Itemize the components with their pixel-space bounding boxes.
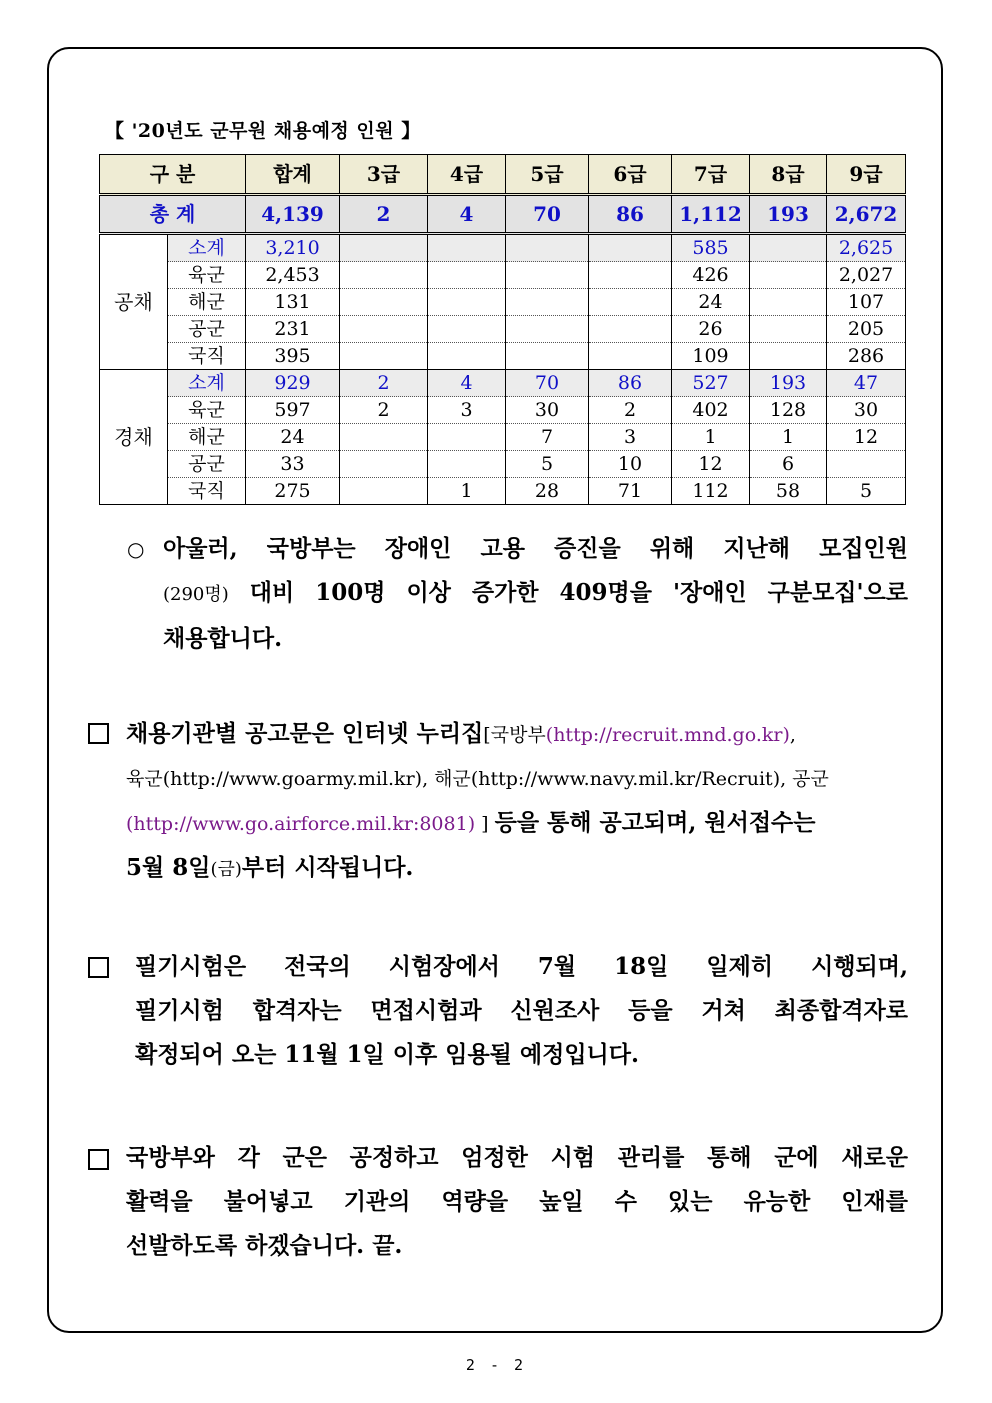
airforce-recruit-link[interactable]: (http://www.go.airforce.mil.kr:8081)	[126, 813, 476, 835]
total-cell: 2,672	[827, 195, 906, 234]
table-cell: 26	[672, 316, 750, 343]
paragraph-text: 부터 시작됩니다.	[241, 854, 414, 881]
paragraph-announcement	[126, 712, 886, 892]
row-label: 육군	[168, 262, 246, 289]
table-cell	[750, 234, 827, 262]
table-cell	[506, 316, 589, 343]
paragraph-text: 등을 통해 공고되며, 원서접수는	[494, 809, 816, 836]
table-cell	[428, 234, 506, 262]
table-cell: 527	[672, 370, 750, 397]
paragraph-text: 대비 100명 이상 증가한 409명을 '장애인 구분모집'으로	[228, 579, 908, 606]
header-cell: 8급	[750, 155, 827, 195]
table-cell: 205	[827, 316, 906, 343]
table-cell	[428, 289, 506, 316]
table-cell: 597	[246, 397, 340, 424]
table-cell: 7	[506, 424, 589, 451]
table-cell: 71	[589, 478, 672, 505]
paragraph-closing	[126, 1136, 908, 1268]
row-label: 국직	[168, 478, 246, 505]
row-label: 육군	[168, 397, 246, 424]
table-cell	[340, 316, 428, 343]
total-cell: 4	[428, 195, 506, 234]
table-cell: 3	[428, 397, 506, 424]
table-row	[100, 262, 906, 289]
table-cell: 47	[827, 370, 906, 397]
table-cell: 33	[246, 451, 340, 478]
table-cell: 107	[827, 289, 906, 316]
table-row	[100, 370, 906, 397]
table-cell: 402	[672, 397, 750, 424]
table-cell	[750, 289, 827, 316]
table-cell	[750, 316, 827, 343]
paragraph-line: 선발하도록 하겠습니다. 끝.	[126, 1232, 403, 1259]
total-cell: 70	[506, 195, 589, 234]
page-number: 2 - 2	[465, 1356, 527, 1374]
table-cell: 2,625	[827, 234, 906, 262]
table-cell: 395	[246, 343, 340, 370]
paragraph-exam	[135, 945, 908, 1077]
table-cell	[340, 478, 428, 505]
table-cell: 12	[672, 451, 750, 478]
paragraph-line: 필기시험은 전국의 시험장에서 7월 18일 일제히 시행되며,	[135, 953, 908, 980]
table-cell	[428, 316, 506, 343]
table-cell: 70	[506, 370, 589, 397]
table-cell: 24	[672, 289, 750, 316]
table-cell: 5	[827, 478, 906, 505]
table-cell	[340, 451, 428, 478]
table-cell: 128	[750, 397, 827, 424]
table-cell: 109	[672, 343, 750, 370]
table-cell	[340, 424, 428, 451]
paragraph-line: 채용합니다.	[163, 625, 283, 652]
table-cell: 6	[750, 451, 827, 478]
header-cell: 7급	[672, 155, 750, 195]
total-cell: 4,139	[246, 195, 340, 234]
table-cell	[827, 451, 906, 478]
table-cell: 24	[246, 424, 340, 451]
table-cell: 2	[589, 397, 672, 424]
row-label: 공군	[168, 316, 246, 343]
total-cell: 193	[750, 195, 827, 234]
table-cell: 929	[246, 370, 340, 397]
checkbox-square-icon	[88, 723, 109, 744]
paragraph-line: 활력을 불어넣고 기관의 역량을 높일 수 있는 유능한 인재를	[126, 1188, 908, 1215]
paragraph-text: 5월 8일	[126, 854, 211, 881]
paragraph-line: 국방부와 각 군은 공정하고 엄정한 시험 관리를 통해 군에 새로운	[126, 1144, 908, 1171]
paragraph-line: 확정되어 오는 11월 1일 이후 임용될 예정입니다.	[135, 1041, 639, 1068]
paragraph-text: ,	[789, 724, 796, 746]
table-cell: 5	[506, 451, 589, 478]
table-cell: 193	[750, 370, 827, 397]
table-cell	[750, 262, 827, 289]
table-cell: 4	[428, 370, 506, 397]
paragraph-text: [국방부	[483, 724, 546, 746]
table-cell	[428, 424, 506, 451]
table-cell	[750, 343, 827, 370]
paragraph-line	[126, 712, 886, 757]
row-label: 해군	[168, 289, 246, 316]
total-cell: 86	[589, 195, 672, 234]
header-cell: 3급	[340, 155, 428, 195]
paragraph-text: ]	[475, 813, 495, 835]
total-cell: 1,112	[672, 195, 750, 234]
checkbox-square-icon	[88, 1149, 109, 1170]
table-cell	[340, 343, 428, 370]
count-note: (290명)	[163, 584, 229, 605]
table-cell: 10	[589, 451, 672, 478]
weekday-note: (금)	[210, 859, 242, 880]
header-cell: 합계	[246, 155, 340, 195]
total-label: 총 계	[100, 195, 246, 234]
header-cell: 9급	[827, 155, 906, 195]
table-row	[100, 316, 906, 343]
table-cell	[428, 451, 506, 478]
table-cell: 12	[827, 424, 906, 451]
table-cell: 426	[672, 262, 750, 289]
header-cell: 구 분	[100, 155, 246, 195]
table-row	[100, 478, 906, 505]
table-cell	[428, 262, 506, 289]
header-cell: 5급	[506, 155, 589, 195]
paragraph-line: 필기시험 합격자는 면접시험과 신원조사 등을 거쳐 최종합격자로	[135, 997, 908, 1024]
table-cell	[506, 234, 589, 262]
table-title: 【 '20년도 군무원 채용예정 인원 】	[105, 120, 421, 142]
circle-bullet: ○	[127, 537, 145, 561]
paragraph-line	[163, 571, 908, 617]
header-cell: 6급	[589, 155, 672, 195]
checkbox-square-icon	[88, 957, 109, 978]
total-cell: 2	[340, 195, 428, 234]
table-cell: 275	[246, 478, 340, 505]
table-cell	[506, 262, 589, 289]
group-label: 공채	[100, 234, 168, 370]
table-cell: 2,453	[246, 262, 340, 289]
table-cell	[589, 234, 672, 262]
table-cell: 2	[340, 397, 428, 424]
table-row	[100, 343, 906, 370]
table-cell: 2	[340, 370, 428, 397]
table-cell: 131	[246, 289, 340, 316]
table-cell: 1	[428, 478, 506, 505]
table-cell: 30	[827, 397, 906, 424]
paragraph-text: 채용기관별 공고문은 인터넷 누리집	[126, 720, 484, 747]
table-cell: 30	[506, 397, 589, 424]
table-header-row	[100, 155, 906, 195]
table-cell: 1	[750, 424, 827, 451]
table-cell: 3,210	[246, 234, 340, 262]
table-cell: 1	[672, 424, 750, 451]
table-cell	[340, 262, 428, 289]
mnd-recruit-link[interactable]: (http://recruit.mnd.go.kr)	[545, 724, 790, 746]
table-cell: 112	[672, 478, 750, 505]
paragraph-line: 육군(http://www.goarmy.mil.kr), 해군(http://www.navy.mil.kr/Recruit), 공군	[126, 768, 829, 790]
table-cell	[428, 343, 506, 370]
row-label: 국직	[168, 343, 246, 370]
recruitment-table	[99, 154, 906, 505]
table-cell: 585	[672, 234, 750, 262]
table-cell	[589, 289, 672, 316]
row-label: 소계	[168, 234, 246, 262]
table-cell	[589, 262, 672, 289]
table-cell	[589, 343, 672, 370]
table-row	[100, 451, 906, 478]
table-cell	[506, 289, 589, 316]
table-cell	[340, 234, 428, 262]
table-cell: 28	[506, 478, 589, 505]
table-cell	[506, 343, 589, 370]
paragraph-disability	[127, 527, 908, 661]
paragraph-line: 아울러, 국방부는 장애인 고용 증진을 위해 지난해 모집인원	[163, 535, 908, 562]
table-row	[100, 397, 906, 424]
table-row	[100, 424, 906, 451]
table-cell: 3	[589, 424, 672, 451]
table-total-row	[100, 195, 906, 234]
group-label: 경채	[100, 370, 168, 505]
table-cell: 231	[246, 316, 340, 343]
table-row	[100, 234, 906, 262]
table-cell	[589, 316, 672, 343]
row-label: 소계	[168, 370, 246, 397]
paragraph-line	[126, 801, 886, 846]
table-row	[100, 289, 906, 316]
table-cell: 58	[750, 478, 827, 505]
table-cell: 286	[827, 343, 906, 370]
table-cell: 86	[589, 370, 672, 397]
paragraph-line	[126, 846, 886, 892]
header-cell: 4급	[428, 155, 506, 195]
table-cell	[340, 289, 428, 316]
row-label: 해군	[168, 424, 246, 451]
table-cell: 2,027	[827, 262, 906, 289]
row-label: 공군	[168, 451, 246, 478]
